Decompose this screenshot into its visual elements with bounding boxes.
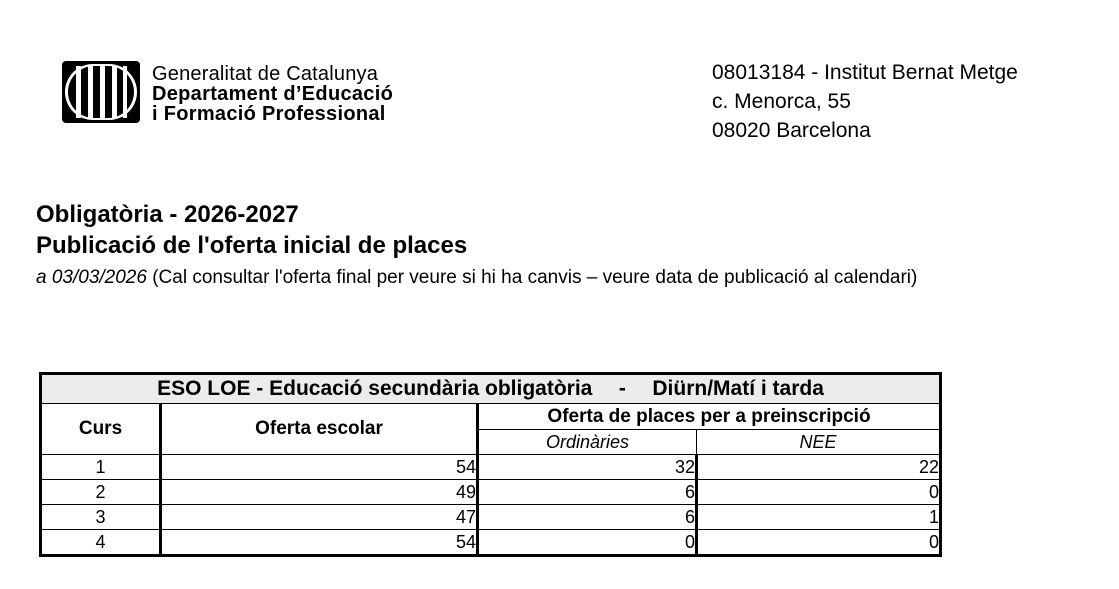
cell-nee: 0 bbox=[697, 530, 941, 556]
caption-left: ESO LOE - Educació secundària obligatòria bbox=[157, 377, 593, 400]
page-title bbox=[36, 199, 467, 261]
cell-oferta: 47 bbox=[161, 505, 478, 530]
places-table bbox=[39, 372, 942, 557]
table-row bbox=[41, 505, 941, 530]
caption-separator: - bbox=[618, 377, 626, 400]
header-nee: NEE bbox=[697, 430, 941, 455]
table-row bbox=[41, 480, 941, 505]
school-city: 08020 Barcelona bbox=[712, 119, 871, 142]
cell-ordinaries: 0 bbox=[478, 530, 697, 556]
school-address bbox=[712, 58, 1018, 145]
organization-name bbox=[152, 64, 393, 124]
title-line-2: Publicació de l'oferta inicial de places bbox=[36, 232, 468, 259]
cell-curs: 3 bbox=[41, 505, 161, 530]
cell-oferta: 54 bbox=[161, 455, 478, 480]
publication-note bbox=[36, 267, 917, 289]
cell-ordinaries: 32 bbox=[478, 455, 697, 480]
publication-date: a 03/03/2026 bbox=[36, 267, 147, 288]
caption-right: Diürn/Matí i tarda bbox=[652, 377, 824, 400]
cell-ordinaries: 6 bbox=[478, 505, 697, 530]
table-row bbox=[41, 530, 941, 556]
cell-curs: 4 bbox=[41, 530, 161, 556]
school-street: c. Menorca, 55 bbox=[712, 90, 851, 113]
cell-curs: 2 bbox=[41, 480, 161, 505]
table-row bbox=[41, 455, 941, 480]
generalitat-logo-icon bbox=[62, 61, 140, 123]
org-line-3: i Formació Professional bbox=[152, 103, 386, 125]
cell-oferta: 54 bbox=[161, 530, 478, 556]
cell-ordinaries: 6 bbox=[478, 480, 697, 505]
header-preinscripcio: Oferta de places per a preinscripció bbox=[478, 404, 941, 430]
header-ordinaries: Ordinàries bbox=[478, 430, 697, 455]
header-curs: Curs bbox=[41, 404, 161, 455]
cell-nee: 0 bbox=[697, 480, 941, 505]
title-line-1: Obligatòria - 2026-2027 bbox=[36, 201, 299, 228]
cell-nee: 1 bbox=[697, 505, 941, 530]
publication-note-text: (Cal consultar l'oferta final per veure si hi ha canvis – veure data de publicació al calendari) bbox=[152, 267, 918, 288]
cell-nee: 22 bbox=[697, 455, 941, 480]
header-oferta-escolar: Oferta escolar bbox=[161, 404, 478, 455]
org-line-1: Generalitat de Catalunya bbox=[152, 63, 379, 85]
cell-curs: 1 bbox=[41, 455, 161, 480]
org-line-2: Departament d’Educació bbox=[152, 83, 394, 105]
table-caption bbox=[41, 374, 941, 404]
school-code-name: 08013184 - Institut Bernat Metge bbox=[712, 61, 1018, 84]
cell-oferta: 49 bbox=[161, 480, 478, 505]
